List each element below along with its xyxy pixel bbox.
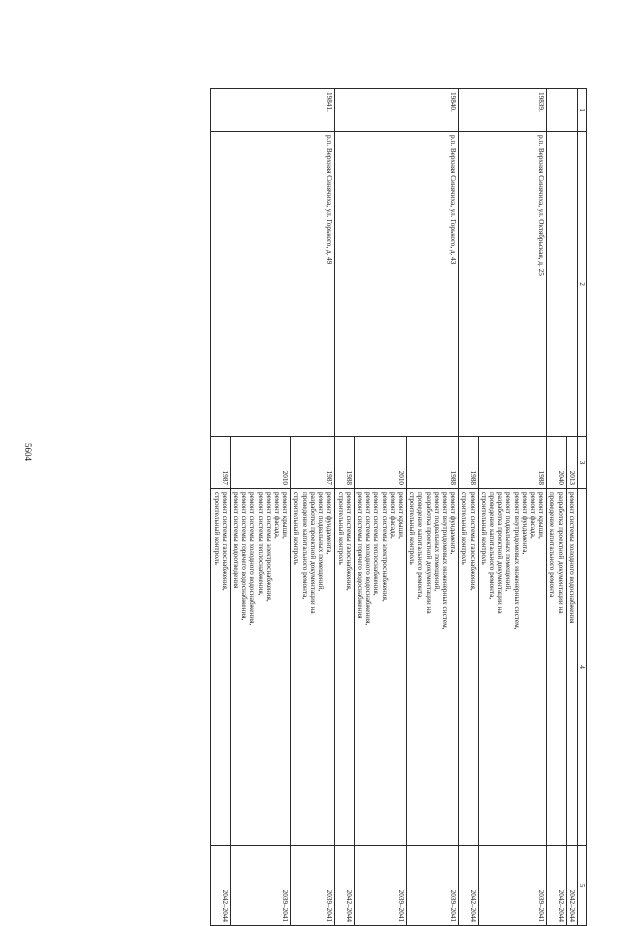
- work-item: проведение капитального ремонта,: [416, 492, 425, 600]
- work-item: ремонт системы холодного водоснабжения,: [248, 492, 257, 626]
- year-cell: 1988: [335, 437, 354, 489]
- work-item: ремонт фасада,: [273, 492, 282, 539]
- year-cell: 1987: [211, 437, 230, 489]
- year-cell: 1988: [478, 437, 547, 489]
- works-cell: [406, 489, 458, 846]
- work-item: ремонт системы электроснабжения,: [380, 492, 389, 602]
- table-row: [406, 89, 458, 926]
- work-item: ремонт внутридомовых инженерных систем,: [512, 492, 521, 630]
- work-item: разработка проектной документации на: [496, 492, 505, 614]
- work-item: строительный контроль: [460, 492, 469, 565]
- page-number: 5604: [23, 443, 33, 461]
- table-row: [478, 89, 547, 926]
- row-number: 19839.: [459, 89, 547, 132]
- address-cell: [547, 132, 578, 437]
- period-cell: 2039–2041: [354, 846, 406, 926]
- work-item: разработка проектной документации на: [424, 492, 433, 614]
- works-cell: [211, 489, 230, 846]
- work-item: ремонт подвальных помещений,: [317, 492, 326, 592]
- work-item: ремонт фасада,: [388, 492, 397, 539]
- work-item: ремонт фасада,: [528, 492, 537, 539]
- address-cell: р.п. Верхняя Синячиха, ул. Октябрьская, д. 25: [459, 132, 547, 437]
- work-item: ремонт фундамента,: [520, 492, 529, 555]
- period-cell: 2039–2041: [406, 846, 458, 926]
- year-cell: 1987: [291, 437, 335, 489]
- page-number-area: [0, 0, 42, 905]
- period-cell: 2039–2041: [478, 846, 547, 926]
- work-item: строительный контроль: [479, 492, 488, 565]
- work-item: ремонт фундамента,: [449, 492, 458, 555]
- period-cell: 2039–2041: [230, 846, 290, 926]
- works-cell: [459, 489, 478, 846]
- works-cell: [547, 489, 566, 846]
- row-number: 19841.: [211, 89, 335, 132]
- row-number: 19840.: [335, 89, 459, 132]
- work-item: проведение капитального ремонта,: [487, 492, 496, 600]
- period-cell: 2039–2041: [291, 846, 335, 926]
- header-col-5: 5: [577, 846, 586, 926]
- works-cell: [230, 489, 290, 846]
- works-cell: [291, 489, 335, 846]
- work-item: строительный контроль: [212, 492, 221, 565]
- work-item: ремонт системы холодного водоснабжения,: [364, 492, 373, 626]
- work-item: ремонт системы холодного водоснабжения: [567, 492, 576, 624]
- work-item: разработка проектной документации на: [308, 492, 317, 614]
- table-row: [291, 89, 335, 926]
- period-cell: 2042–2044: [335, 846, 354, 926]
- work-item: ремонт системы горячего водоснабжения,: [240, 492, 249, 621]
- work-item: ремонт крыши,: [537, 492, 546, 539]
- year-cell: 2040: [547, 437, 566, 489]
- work-item: ремонт системы теплоснабжения,: [256, 492, 265, 596]
- period-cell: 2042–2044: [459, 846, 478, 926]
- work-item: ремонт крыши,: [396, 492, 405, 539]
- header-col-4: 4: [577, 489, 586, 846]
- work-item: проведение капитального ремонта: [548, 492, 557, 598]
- period-cell: 2042–2044: [547, 846, 566, 926]
- work-item: ремонт внутридомовых инженерных систем,: [440, 492, 449, 630]
- work-item: ремонт подвальных помещений,: [432, 492, 441, 592]
- work-item: ремонт крыши,: [281, 492, 290, 539]
- repair-schedule-table: [210, 88, 587, 926]
- work-item: ремонт системы газоснабжения,: [468, 492, 477, 591]
- rotated-table-container: [68, 88, 587, 922]
- work-item: строительный контроль: [336, 492, 345, 565]
- year-cell: 2010: [230, 437, 290, 489]
- table-header-row: [577, 89, 586, 926]
- header-col-2: 2: [577, 132, 586, 437]
- work-item: разработка проектной документации на: [556, 492, 565, 614]
- work-item: строительный контроль: [408, 492, 417, 565]
- work-item: ремонт системы электроснабжения,: [264, 492, 273, 602]
- works-cell: [335, 489, 354, 846]
- work-item: ремонт подвальных помещений,: [504, 492, 513, 592]
- table-row: [566, 89, 577, 926]
- work-item: проведение капитального ремонта,: [300, 492, 309, 600]
- row-number: [547, 89, 578, 132]
- period-cell: 2042–2044: [566, 846, 577, 926]
- work-item: строительный контроль: [292, 492, 301, 565]
- works-cell: [566, 489, 577, 846]
- work-item: ремонт фундамента,: [325, 492, 334, 555]
- header-col-3: 3: [577, 437, 586, 489]
- works-cell: [354, 489, 406, 846]
- address-cell: р.п. Верхняя Синячиха, ул. Горького, д. 49: [211, 132, 335, 437]
- address-cell: р.п. Верхняя Синячиха, ул. Горького, д. 43: [335, 132, 459, 437]
- work-item: ремонт системы теплоснабжения,: [372, 492, 381, 596]
- year-cell: 1988: [406, 437, 458, 489]
- year-cell: 1988: [459, 437, 478, 489]
- period-cell: 2042–2044: [211, 846, 230, 926]
- year-cell: 2013: [566, 437, 577, 489]
- work-item: ремонт системы водоотведения: [232, 492, 241, 589]
- work-item: ремонт системы газоснабжения,: [344, 492, 353, 591]
- year-cell: 2010: [354, 437, 406, 489]
- work-item: ремонт системы газоснабжения,: [220, 492, 229, 591]
- works-cell: [478, 489, 547, 846]
- header-col-1: 1: [577, 89, 586, 132]
- work-item: ремонт системы горячего водоснабжения: [355, 492, 364, 619]
